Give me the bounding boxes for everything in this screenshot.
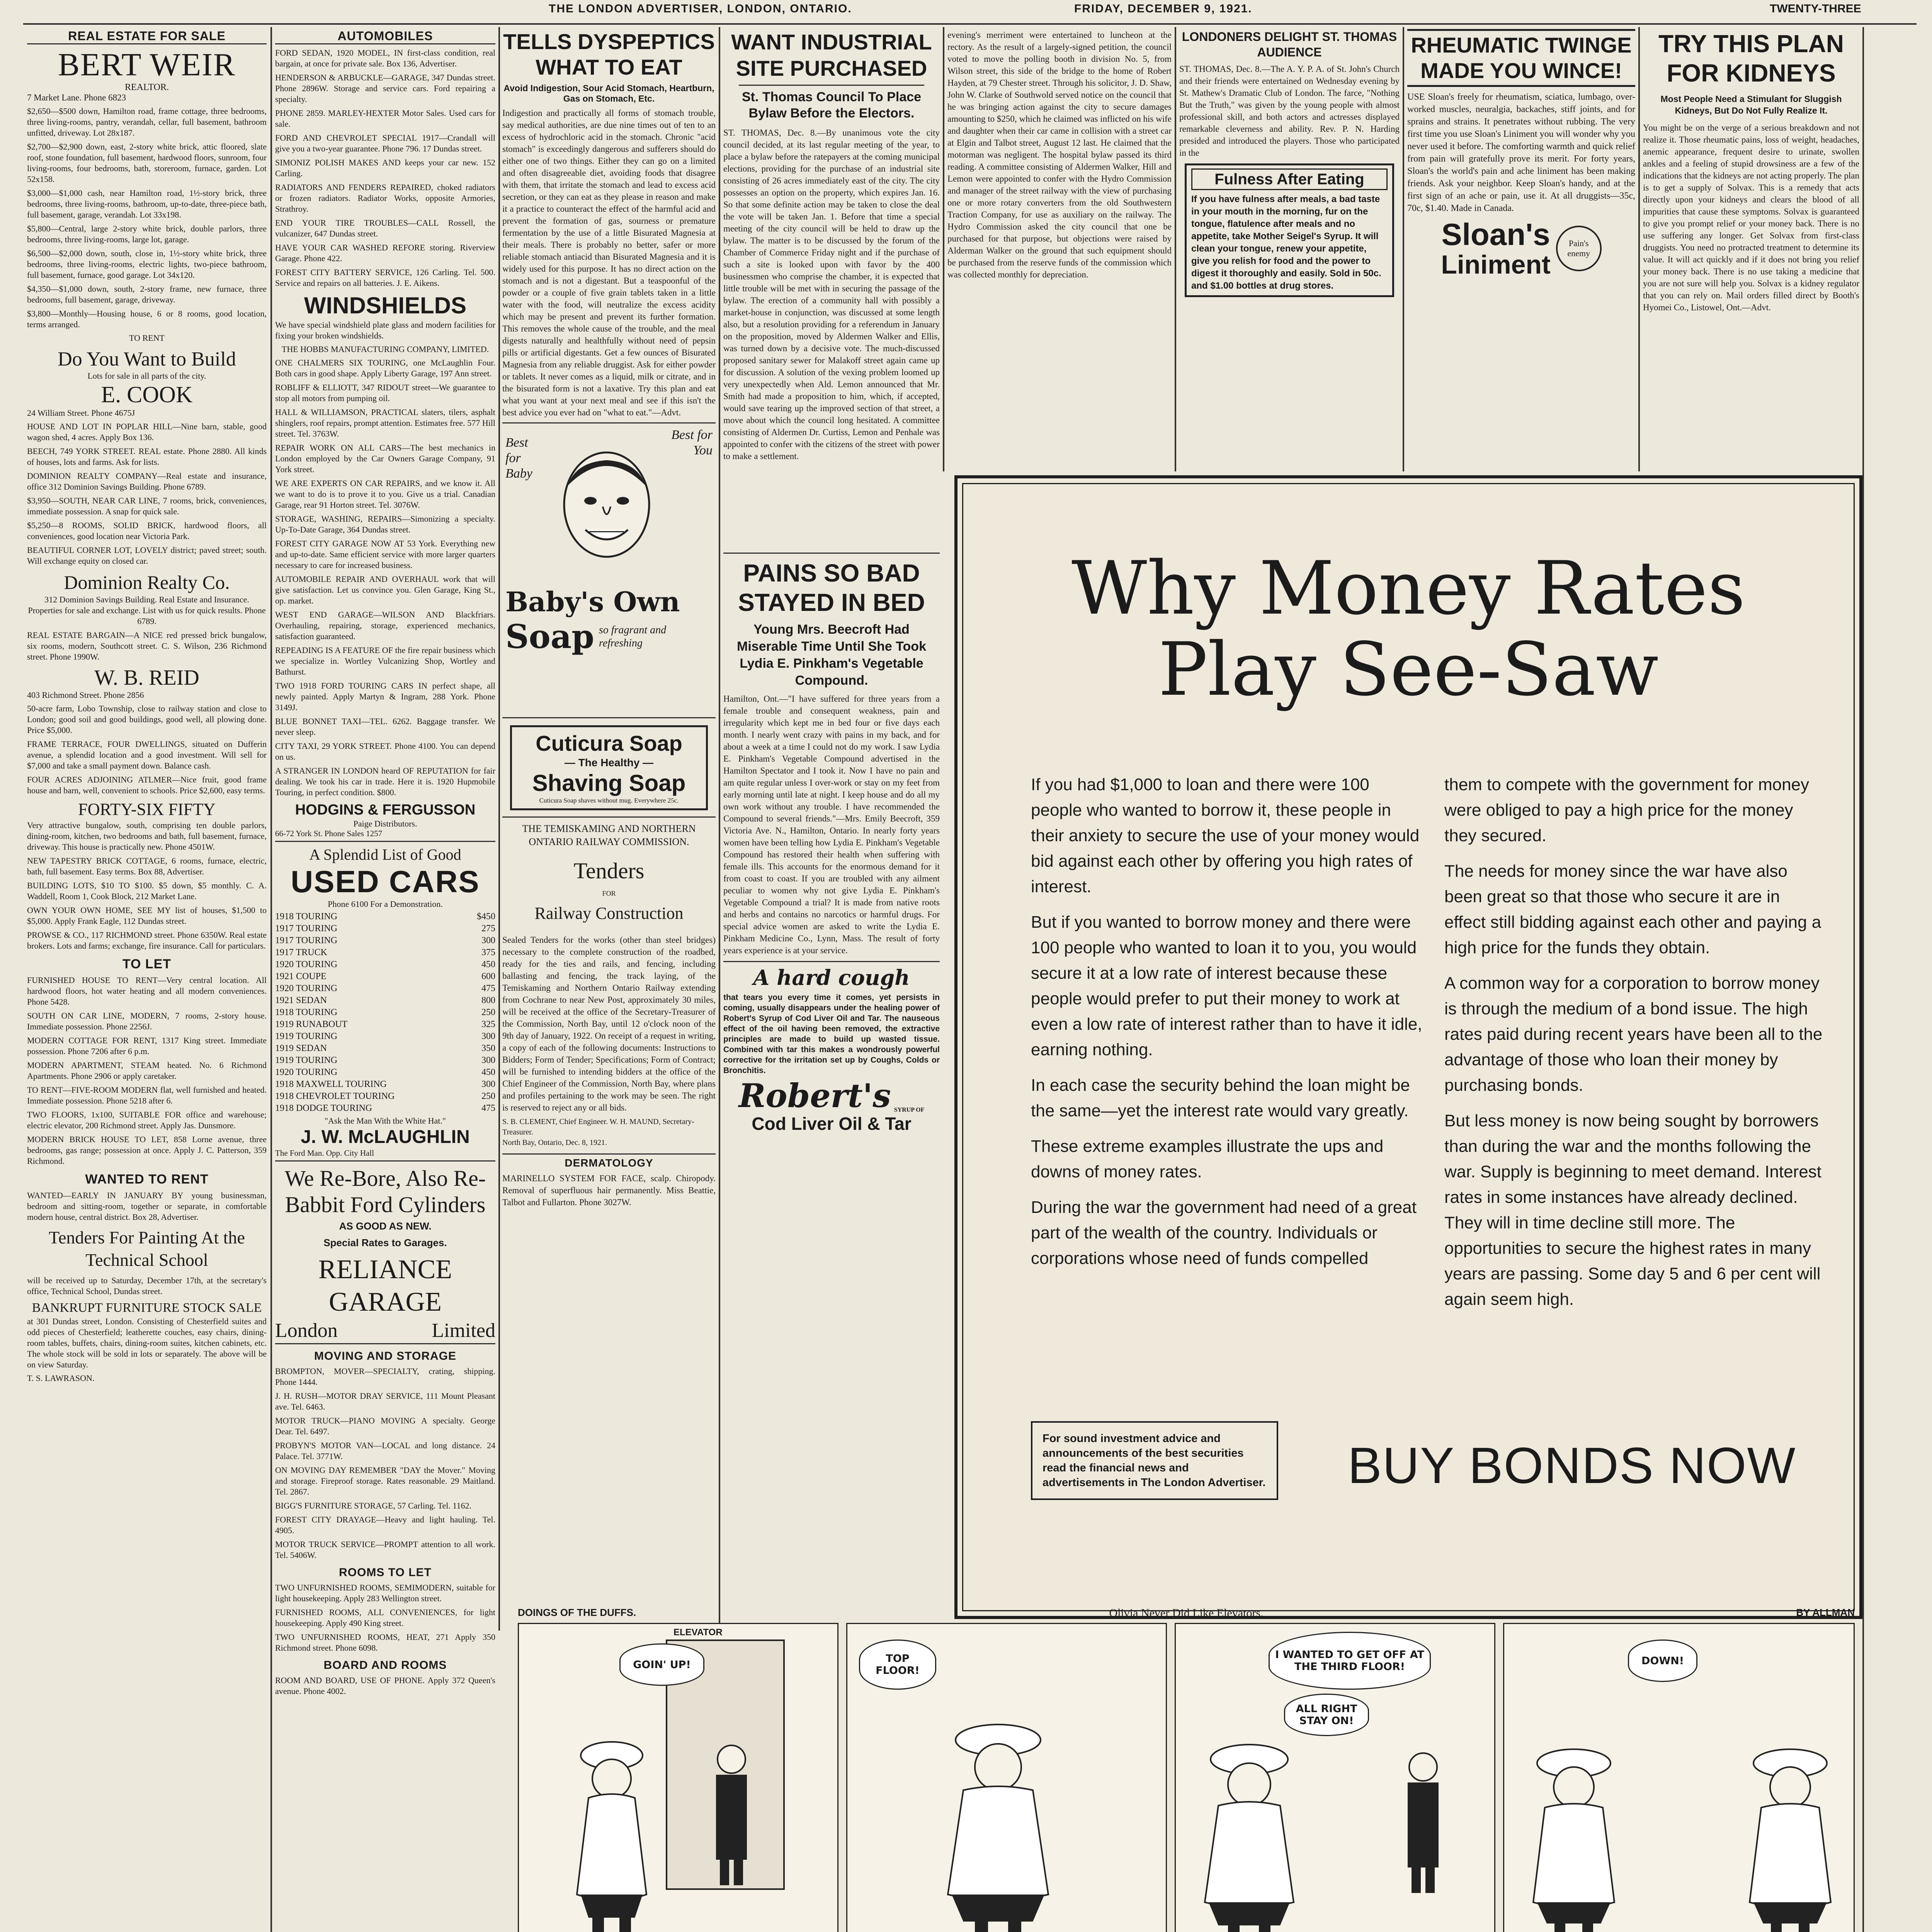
used-car-model: 1921 SEDAN [275,995,327,1005]
auto-listing: FOREST CITY BATTERY SERVICE, 126 Carling. Tel. 500. Service and repairs on all batteries. J. E. Aikens. [275,267,495,288]
auto-listing: REPAIR WORK ON ALL CARS—The best mechanics in London employed by the Car Owners Garage Company, 91 York street. [275,443,495,474]
windshields-company: THE HOBBS MANUFACTURING COMPANY, LIMITED. [281,344,489,354]
windshields-text: We have special windshield plate glass and modern facilities for fixing your broken windshields. [275,320,495,340]
listing: BEECH, 749 YORK STREET. REAL estate. Phone 2880. All kinds of houses, lots and farms. Ask for lists. [27,446,267,467]
used-car-model: 1919 TOURING [275,1055,338,1065]
used-car-model: 1917 TOURING [275,935,338,946]
used-car-price: 275 [481,923,495,934]
reliance-garage: RELIANCE GARAGE [318,1255,452,1317]
listing: $3,800—Monthly—Housing house, 6 or 8 rooms, good location, terms arranged. [27,309,267,329]
to-let-head: TO LET [122,957,172,971]
sloans-liniment: Liniment [1441,250,1551,279]
comic-doings-of-the-duffs [510,1604,1862,1932]
bond-title [957,548,1859,710]
olivia-figure-icon [565,1732,658,1932]
wanted-to-rent-head: WANTED TO RENT [85,1172,209,1187]
cough-head: A hard cough [753,965,910,990]
cuticura-line3: Shaving Soap [532,770,686,796]
auto-listing: RADIATORS AND FENDERS REPAIRED, choked radiators or frozen radiators. Radiator Works, opposite Armories, Strathroy. [275,182,495,214]
cuticura-line2: — The Healthy — [564,757,654,769]
baby-soap-tagline: so fragrant and refreshing [599,624,667,649]
moving-listing: ON MOVING DAY REMEMBER "DAY the Mover." Moving and storage. Fireproof storage. Rates reasonable. 29 Maitland. Tel. 2867. [275,1465,495,1497]
page-edge-rule [1862,27,1864,1932]
moving-listing: PROBYN'S MOTOR VAN—LOCAL and long distance. 24 Palace. Tel. 3771W. [275,1440,495,1461]
comic-title: DOINGS OF THE DUFFS. [518,1607,636,1618]
pains-body: Hamilton, Ont.—"I have suffered for three years from a female trouble and consequent weakness, pain and irregularity which kept me in bed four or five days each month. I nearly went crazy with pains in my back, and for about a week at a time I could not do my work. I saw Lydia E. Pinkham's Vegetable Compound advertised in the Hamilton Spectator and I took it. Now I have no pain and am quite regular unless I over-work or stay on my feet from early morning until late at night. I keep house and do all my own work without any trouble. I have recommended the Compound to several friends."—Mrs. Emily Beecroft, 359 Victoria Ave. N., Hamilton, Ontario. In nearly forty years women have been telling how Lydia E. Pinkham's Vegetable Compound has restored their health when suffering with female ills. This accounts for the enormous demand for it from coast to coast. If you are troubled with any ailment peculiar to women why not give Lydia E. Pinkham's Vegetable Compound a trial? It is made from native roots and herbs and contains no narcotics or harmful drugs. For special advice women are asked to write the Lydia E. Pinkham Medicine Co., Lynn, Mass. The result of forty years experience is at your service. [723,694,940,955]
roberts-brand [723,1078,940,1114]
baby-soap-line2 [505,618,714,655]
bond-paragraph: But if you wanted to borrow money and there were 100 people who wanted to loan it to you, you would secure it at a low rate of interest because these people would prefer to put their money to work at even a low rate of interest rather than to have it idle, earning nothing. [1031,913,1422,1059]
bankrupt-text: at 301 Dundas street, London. Consisting of Chesterfield suites and odd pieces of Chesterfield; leatherette couches, easy chairs, dining-room tables, buffets, chairs, dining-room suites, kitchen cabinets, etc. The whole stock will be sold in lots or separately. The above will be on view Saturday. [27,1316,267,1369]
used-car-price: 450 [481,1067,495,1077]
st-thomas-continuation: evening's merriment were entertained to luncheon at the rectory. As the result of a largely-signed petition, the council voted to move the polling booth in division No. 5, from Wilson street, this side of the bridge to the home of Robert Hayden, at 79 Chester street. Through his solicitor, J. D. Shaw, John W. Clarke of Southwold served notice on the council that he was bringing action against the city to secure damages amounting to $250, which he claimed was inflicted on his wife and daughter when their car came in collision with a street car at Elgin and Talbot street, August 12 last. He claimed that the motorman was negligent. The hospital bylaw passed its third reading. A committee consisting of Aldermen Walker, Hill and Lemon were appointed to confer with the Hydro Commission and manager of the street railway with the view of purchasing one or more rotary converters from the old Southwestern Traction Company, for use as auxiliary on the railway. The Hydro Commission asked the city council that one be purchased for that purpose, but objections were raised by Alderman Walker on the ground that such equipment should be purchased from the reserve funds of the commission which was collected monthly for depreciation. [947,30,1172,279]
masthead: THE LONDON ADVERTISER, LONDON, ONTARIO. [549,2,852,15]
used-car-model: 1921 COUPE [275,971,327,981]
used-car-row [275,935,495,947]
listing: $2,650—$500 down, Hamilton road, frame cottage, three bedrooms, three living-rooms, pantry, verandah, cellar, full basement, bathroom unfitted, driveway. Lot 28x187. [27,106,267,138]
listing: HOUSE AND LOT IN POPLAR HILL—Nine barn, stable, good wagon shed, 4 acres. Apply Box 136. [27,422,267,442]
used-car-model: 1918 TOURING [275,1007,338,1017]
listing: $5,800—Central, large 2-story white brick, double parlors, three bedrooms, three living-rooms, large lot, garage. [27,224,267,244]
listing: FOUR ACRES ADJOINING ATLMER—Nice fruit, good frame house and barn, well, convenient to schools. Price $2,600, easy terms. [27,775,267,795]
bond-paragraph: them to compete with the government for money were obliged to pay a high price for the money they secured. [1444,775,1810,845]
auto-listing: A STRANGER IN LONDON heard OF REPUTATION for fair dealing. We took his car in trade. Here it is. 1920 Hupmobile Touring, in perfect condition. $800. [275,766,495,797]
used-car-row [275,1031,495,1043]
comic-panel-2 [846,1623,1167,1932]
used-car-row [275,1066,495,1078]
to-rent-small: TO RENT [129,333,165,343]
used-car-model: 1918 DODGE TOURING [275,1103,372,1113]
reliance-footer [275,1318,495,1344]
bankrupt-signature: T. S. LAWRASON. [27,1373,95,1383]
listing: MODERN APARTMENT, STEAM heated. No. 6 Richmond Apartments. Phone 2906 or apply caretaker. [27,1060,267,1081]
used-car-price: 475 [481,983,495,993]
roberts-syrup-of: SYRUP OF [894,1107,925,1113]
auto-listing: STORAGE, WASHING, REPAIRS—Simonizing a specialty. Up-To-Date Garage, 364 Dundas street. [275,514,495,534]
auto-listing: ROBLIFF & ELLIOTT, 347 RIDOUT street—We guarantee to stop all motors from pumping oil. [275,383,495,403]
rebore-special: Special Rates to Garages. [323,1237,447,1248]
bond-paragraph: These extreme examples illustrate the ups and downs of money rates. [1031,1137,1384,1181]
column-five [947,29,1172,469]
used-car-model: 1919 SEDAN [275,1043,327,1053]
column-rule [270,27,272,1932]
rheumatic-body: USE Sloan's freely for rheumatism, sciatica, lumbago, over-worked muscles, neuralgia, backaches, stiff joints, and for sprains and strains. It penetrates without rubbing. The very first time you use Sloan's Liniment you will wonder why you never used it before. The comforting warmth and quick relief from pain will gratefully prove its merit. For forty years, Sloan's the world's pain and ache liniment has been making friends. Ask your neighbor. Keep Sloan's handy, and at the first sign of an ache or pain, use it. At all druggists—35c, 70c, $1.40. Made in Canada. [1407,92,1635,213]
you-best-label: Best for You [671,428,713,457]
used-cars-head: USED CARS [291,864,480,899]
bond-advice-box: For sound investment advice and announcements of the best securities read the financial news and advertisements in The London Advertiser. [1031,1421,1278,1500]
auto-listing: BLUE BONNET TAXI—TEL. 6262. Baggage transfer. We never sleep. [275,716,495,737]
used-car-model: 1920 TOURING [275,959,338,969]
listing: DOMINION REALTY COMPANY—Real estate and insurance, office 312 Dominion Savings Building. Phone 6789. [27,471,267,492]
listing: PROWSE & CO., 117 RICHMOND street. Phone 6350W. Real estate brokers. Lots and farms; exchange, fire insurance. Call for particulars. [27,930,267,951]
used-car-model: 1918 CHEVROLET TOURING [275,1091,395,1101]
used-car-model: 1917 TOURING [275,923,338,934]
operator-figure-icon [701,1740,762,1887]
listing: TO RENT—FIVE-ROOM MODERN flat, well furnished and heated. Immediate possession. Phone 5218 after 6. [27,1085,267,1105]
used-car-price: 300 [481,935,495,946]
bankrupt-head: BANKRUPT FURNITURE STOCK SALE [32,1301,262,1315]
header-date: FRIDAY, DECEMBER 9, 1921. [1074,2,1252,15]
bond-left-text [1031,772,1425,1281]
bond-title-line1: Why Money Rates [1071,546,1745,631]
hodgins-sub: Paige Distributors. [353,819,417,828]
listing: $6,500—$2,000 down, south, close in, 1½-story white brick, three bedrooms, three living-rooms, electric lights, two-piece bathroom, full basement, furnace, good garage. Lot 34x120. [27,248,267,280]
tells-dyspeptics-sub: Avoid Indigestion, Sour Acid Stomach, Heartburn, Gas on Stomach, Etc. [503,83,714,104]
auto-listing: FORD SEDAN, 1920 MODEL, IN first-class condition, real bargain, at once for private sale. Box 136, Advertiser. [275,48,495,68]
sloans-name: Sloan's [1441,217,1550,252]
comic-panel-1 [518,1623,838,1932]
rooms-listing: TWO UNFURNISHED ROOMS, SEMIMODERN, suitable for light housekeeping. Apply 283 Wellington street. [275,1583,495,1603]
rooms-listing: FURNISHED ROOMS, ALL CONVENIENCES, for light housekeeping. Apply 490 King street. [275,1607,495,1628]
reliance-limited: Limited [432,1320,495,1342]
reid-address: 403 Richmond Street. Phone 2856 [27,690,144,700]
auto-listing: FORD AND CHEVROLET SPECIAL 1917—Crandall will give you a two-year guarantee. Phone 796. 17 Dundas street. [275,133,495,153]
listing: 50-acre farm, Lobo Township, close to railway station and close to London; good soil and good buildings, good well, all plowing done. Price $5,000. [27,704,267,735]
try-plan-body: You might be on the verge of a serious breakdown and not realize it. Those rheumatic pains, loss of weight, headaches, anemic appearance, frequent desire to urinate, swollen ankles and a feeling of stupid drowsiness are a few of the indications that the kidneys are not acting properly. The plan is to get a supply of Solvax. This is a remedy that acts directly upon your kidneys and clears the blood of all impurities that cause these symptoms. Solvax is guaranteed to give you prompt relief or your money back. There is no use suffering any longer. Get Solvax from first-class druggists. You need no protracted treatment to determine its value. It will act quickly and if it does not bring you relief your money back. There is no use taking a medicine that you are not sure will help you. Solvax is a kidney regulator that you can rely on. Mail orders filled direct by Booth's Hyomei Co., Listowel, Ont.—Advt. [1643,123,1859,312]
used-car-row [275,959,495,971]
bert-weir-listings [27,106,267,330]
used-cars-list [275,911,495,1114]
used-car-price: 450 [481,959,495,969]
elevator-sign: ELEVATOR [673,1627,723,1638]
moving-listing: BIGG'S FURNITURE STORAGE, 57 Carling. Tel. 1162. [275,1501,472,1510]
moving-listing: MOTOR TRUCK SERVICE—PROMPT attention to all work. Tel. 5406W. [275,1539,495,1560]
listing: FRAME TERRACE, FOUR DWELLINGS, situated on Dufferin avenue, a splendid location and a good investment. Will sell for $7,000 and take a small payment down. Balance cash. [27,739,267,770]
listing: BEAUTIFUL CORNER LOT, LOVELY district; paved street; south. Will exchange equity on closed car. [27,545,267,566]
used-car-row [275,923,495,935]
olivia-figure-icon [1736,1740,1844,1932]
used-car-row [275,1007,495,1019]
bond-title-line2: Play See-Saw [1158,627,1659,712]
tenders-body: Sealed Tenders for the works (other than steel bridges) necessary to the complete construction of the roadbed, ready for the ties and rails, and fencing, including ballasting and fencing, the track laying, of the Temiskaming and Northern Ontario Railway extending from Cochrane to near New Post, approximately 30 miles, will be received at the office of the Secretary-Treasurer of the Commission, North Bay, until 12 o'clock noon of the 9th day of January, 1922. On receipt of a request in writing, a copy of each of the following documents: Instructions to Bidders; Form of Tender; Specifications; Form of Contract; will be furnished to intending bidders at the office of the Chief Engineer of the Commission, North Bay, where plans and profiles pertaining to the work may be seen. The right is reserved to reject any or all bids. [502,935,716,1112]
cuticura-line4: Cuticura Soap shaves without mug. Everywhere 25c. [539,797,679,804]
column-seven [1407,29,1635,469]
used-cars-phone: Phone 6100 For a Demonstration. [328,899,443,909]
auto-listing: SIMONIZ POLISH MAKES AND keeps your car new. 152 Carling. [275,158,495,178]
auto-listing: ONE CHALMERS SIX TOURING, one McLaughlin Four. Both cars in good shape. Apply Liberty Garage, 197 Ann street. [275,358,495,378]
dominion-realty-text: 312 Dominion Savings Building. Real Estate and Insurance. Properties for sale and exchange. List with us for quick results. Phone 6789. [28,595,266,626]
dermatology-head: DERMATOLOGY [502,1153,716,1169]
used-car-model: 1920 TOURING [275,1067,338,1077]
auto-listing: REPEADING IS A FEATURE OF the fire repair business which we specialize in. Wortley Vulcanizing Shop, Wortley and Bathurst. [275,645,495,677]
real-estate-head: REAL ESTATE FOR SALE [27,29,267,44]
bond-paragraph: In each case the security behind the loan might be the same—yet the interest rate would vary greatly. [1031,1076,1410,1120]
column-rule [1403,27,1404,471]
dermatology-text: MARINELLO SYSTEM FOR FACE, scalp. Chiropody. Removal of superfluous hair permanently. Miss Beattie, Talbot and Fullarton. Phone 3027W. [502,1173,716,1207]
want-industrial-head: WANT INDUSTRIAL SITE PURCHASED [731,30,932,80]
listing: WANTED—EARLY IN JANUARY BY young businessman, bedroom and sitting-room, together or separate, in comfortable modern house, central district. Box 28, Advertiser. [27,1190,267,1222]
pains-enemy-badge: Pain's enemy [1556,226,1602,271]
moving-head: MOVING AND STORAGE [314,1350,457,1362]
cuticura-line1: Cuticura Soap [536,731,682,755]
tenders-painting-text: will be received up to Saturday, December 17th, at the secretary's office, Technical School, Dundas street. [27,1276,267,1296]
rooms-head: ROOMS TO LET [339,1566,432,1579]
used-car-row [275,1078,495,1090]
rooms-listing: TWO UNFURNISHED ROOMS, HEAT, 271 Apply 350 Richmond street. Phone 6098. [275,1632,495,1653]
bert-weir-name: BERT WEIR [58,47,236,83]
used-car-row [275,971,495,983]
listing: $5,250—8 ROOMS, SOLID BRICK, hardwood floors, all conveniences, good location near Victoria Park. [27,520,267,541]
fulness-head: Fulness After Eating [1191,168,1388,190]
listing: MODERN COTTAGE FOR RENT, 1317 King street. Immediate possession. Phone 7206 after 6 p.m. [27,1036,267,1056]
cough-text: that tears you every time it comes, yet persists in coming, usually disappears under the healing power of Robert's Syrup of Cod Liver Oil and Tar. The nauseous effect of the oil having been removed, the extractive principles are made to build up wasted tissue. Combined with tar this makes a wondrously powerful corrective for the irritation set up by Coughs, Colds or Bronchitis. [723,993,940,1075]
used-car-row [275,1043,495,1054]
tells-dyspeptics-head: TELLS DYSPEPTICS WHAT TO EAT [503,29,715,79]
bond-paragraph: A common way for a corporation to borrow money is through the medium of a bond issue. The high rates paid during recent years have been all to the advantage of those who loan their money by purchasing bonds. [1444,974,1823,1095]
moving-listing: BROMPTON, MOVER—SPECIALTY, crating, shipping. Phone 1444. [275,1366,495,1387]
comic-panel-4 [1503,1623,1855,1932]
used-car-model: 1920 TOURING [275,983,338,993]
column-rule [498,27,500,1631]
column-rule [943,27,944,471]
auto-listing: HALL & WILLIAMSON, PRACTICAL slaters, tilers, asphalt shinglers, roof repairs, prompt attention. Estimates free. 577 Hill street. Tel. 3763W. [275,407,495,439]
baby-soap-word: Soap [505,617,594,656]
cuticura-ad [510,725,708,810]
bond-paragraph: The needs for money since the war have also been great so that those who secure it are in effect still bidding against each other and paying a high price for the funds they obtain. [1444,862,1821,957]
roberts-product: Cod Liver Oil & Tar [752,1114,912,1134]
reliance-city: London [275,1320,338,1342]
used-car-row [275,995,495,1007]
listing: $2,700—$2,900 down, east, 2-story white brick, attic floored, slate roof, stone foundation, full basement, hardwood floors, sunroom, four living-rooms, four bedrooms, bath, storeroom, furnace, garden. Lot 52x158. [27,142,267,184]
used-car-price: 300 [481,1079,495,1089]
dominion-realty-head: Dominion Realty Co. [64,571,230,593]
baby-soap-line1: Baby's Own [505,586,680,618]
used-car-price: 325 [481,1019,495,1029]
auto-listing: WE ARE EXPERTS ON CAR REPAIRS, and we know it. All we want to do is to prove it to you. Give us a trial. Canadian Garage, rear 91 Horton street. Tel. 3076W. [275,478,495,510]
used-car-model: 1919 RUNABOUT [275,1019,348,1029]
column-automobiles [275,29,495,1932]
want-industrial-sub: St. Thomas Council To Place Bylaw Before the Electors. [742,90,922,121]
used-car-price: 350 [481,1043,495,1053]
tenders-painting-head: Tenders For Painting At the Technical School [49,1228,245,1270]
used-car-price: 800 [481,995,495,1005]
bond-right-text [1444,772,1823,1322]
tenders-signature: S. B. CLEMENT, Chief Engineer. W. H. MAUND, Secretary-Treasurer. [502,1117,694,1136]
column-four [723,29,940,1629]
listing: $3,000—$1,000 cash, near Hamilton road, 1½-story brick, three bedrooms, three living-rooms, bathroom, up-to-date, three-piece bath, full basement, garage, verandah. Lot 33x198. [27,188,267,219]
baby-soap-name [505,586,714,655]
bond-paragraph: If you had $1,000 to loan and there were 100 people who wanted to borrow it, these people in their anxiety to secure the use of your money would bid against each other by offering you high rates of interest. [1031,775,1420,896]
listing: MODERN BRICK HOUSE TO LET, 858 Lorne avenue, three bedrooms, gas range; possession at once. Apply J. C. Patterson, 359 Richmond. [27,1134,267,1166]
auto-listing: AUTOMOBILE REPAIR AND OVERHAUL work that will give satisfaction. Let us convince you. Glen Garage, King St., op. market. [275,574,495,605]
olivia-figure-icon [1191,1736,1307,1932]
listing: $4,350—$1,000 down, south, 2-story frame, new furnace, three bedrooms, full basement, garage, driveway. [27,284,267,304]
moving-listing: FOREST CITY DRAYAGE—Heavy and light hauling. Tel. 4905. [275,1515,495,1535]
used-car-price: 300 [481,1031,495,1041]
used-car-model: 1918 TOURING [275,912,338,922]
moving-listing: J. H. RUSH—MOTOR DRAY SERVICE, 111 Mount Pleasant ave. Tel. 6463. [275,1391,495,1412]
used-car-model: 1917 TRUCK [275,947,327,957]
cook-address: 24 William Street. Phone 4675J [27,408,135,418]
pains-sub: Young Mrs. Beecroft Had Miserable Time Until She Took Lydia E. Pinkham's Vegetable Compound. [737,622,926,688]
want-industrial-body: ST. THOMAS, Dec. 8.—By unanimous vote the city council decided, at its last regular meeting of the year, to place a bylaw before the ratepayers at the coming municipal elections, providing for the purchase of an industrial site consisting of 26 acres immediately east of the city. The city possesses an option on the property, which expires Jan. 16. So that some definite action may be taken to close the deal the vote will be taken Jan. 1. Before that time a special meeting of the city council will be held to draw up the bylaw. The matter is to be discussed by the forum of the Chamber of Commerce Friday night and if the purchase of such a site is looked upon with favor by the 400 businessmen who comprise the chamber, it is expected that little trouble will be met with in securing the passage of the bylaw. The erection of a community hall with possibly a market-house in conjunction, was discussed at some length also, but a resolution providing for a referendum in January on the proposition, moved by Aldermen Walker and Ellis, was turned down by a decisive vote. The much-discussed proposed sanitary sewer for Malakoff street again came up for discussion. A solution of the vexing problem loomed up very unexpectedly when Ald. Lemon announced that Mr. Smith had made a proposition to him, which, if accepted, would save tearing up the improved section of that street, a move about which the council long hesitated. A committee consisting of Aldermen Dr. Curtiss, Lemon and Penhale was appointed to confer with the citizens of the street with power to make a settlement. [723,128,940,461]
comic-caption: Olivia Never Did Like Elevators. [1109,1607,1264,1619]
listing: SOUTH ON CAR LINE, MODERN, 7 rooms, 2-story house. Immediate possession. Phone 2256J. [27,1011,267,1031]
baby-face-illustration [549,439,665,578]
mclaughlin-name: J. W. McLAUGHLIN [301,1127,470,1147]
bond-paragraph: But less money is now being sought by borrowers than during the war and the months following the war. Supply is beginning to meet demand. Interest rates in some instances have already declined. They will in time decline still more. The opportunities to secure the highest rates in many years are passing. Some day 5 and 6 per cent will again seem high. [1444,1111,1821,1309]
fulness-body: If you have fulness after meals, a bad taste in your mouth in the morning, fur on the tongue, flatulence after meals and no appetite, take Mother Seigel's Syrup. It will clean your tongue, renew your appetite, give you relish for food and the power to digest it thoroughly and easily. Sold in 50c. and $1.00 bottles at drug stores. [1191,194,1381,291]
auto-listing: FOREST CITY GARAGE NOW AT 53 York. Everything new and up-to-date. Same efficient service with more larger quarters necessary to care for increased business. [275,539,495,570]
board-listing: ROOM AND BOARD, USE OF PHONE. Apply 372 Queen's avenue. Phone 4002. [275,1675,495,1696]
tenders-date: North Bay, Ontario, Dec. 8, 1921. [502,1138,607,1147]
moving-listing: MOTOR TRUCK—PIANO MOVING A specialty. George Dear. Tel. 6497. [275,1416,495,1436]
column-real-estate [27,29,267,1932]
used-car-row [275,1102,495,1114]
listing: BUILDING LOTS, $10 TO $100. $5 down, $5 monthly. C. A. Waddell, Room 1, Cook Block, 212 Market Lane. [27,881,267,901]
reid-name: W. B. REID [94,666,199,690]
hodgins-head: HODGINS & FERGUSSON [295,802,476,818]
rebore-sub: AS GOOD AS NEW. [339,1220,432,1232]
board-head: BOARD AND ROOMS [323,1659,447,1672]
used-car-price: $450 [477,912,495,922]
comic-panel-3 [1175,1623,1495,1932]
londoners-body: ST. THOMAS, Dec. 8.—The A. Y. P. A. of St. John's Church and their friends were entertained on Wednesday evening by St. Mathew's Dramatic Club of London. The farce, "Nothing But the Truth," was given by the young people with almost professional skill, and both actors and actresses displayed remarkable cleverness and ability. Rev. P. N. Harding presided and introduced the players. Those who participated in the [1179,64,1400,158]
column-rule [1175,27,1176,471]
auto-listing: WEST END GARAGE—WILSON AND Blackfriars. Overhauling, repairing, storage, experienced mechanics, satisfaction guaranteed. [275,610,495,641]
used-car-price: 300 [481,1055,495,1065]
windshields-head: WINDSHIELDS [304,293,466,318]
speech-bubble-top-floor: TOP FLOOR! [859,1639,936,1690]
listing: Very attractive bungalow, south, comprising ten double parlors, dining-room, kitchen, two bedrooms and bath, full basement, furnace, driveway. This house is practically new. Phone 4501W. [27,820,267,852]
listing: OWN YOUR OWN HOME, SEE MY list of houses, $1,500 to $5,000. Apply Frank Eagle, 112 Dundas street. [27,905,267,926]
olivia-figure-icon [1520,1740,1628,1932]
pains-head: PAINS SO BAD STAYED IN BED [723,553,940,617]
column-rule [719,27,720,1631]
try-plan-sub: Most People Need a Stimulant for Sluggish Kidneys, But Do Not Fully Realize It. [1660,94,1842,116]
auto-listing: CITY TAXI, 29 YORK STREET. Phone 4100. You can depend on us. [275,741,495,762]
used-car-price: 250 [481,1091,495,1101]
comic-byline: BY ALLMAN [1796,1607,1855,1618]
listing: NEW TAPESTRY BRICK COTTAGE, 6 rooms, furnace, electric, bath, full basement. Easy terms. Box 88, Advertiser. [27,856,267,876]
used-car-price: 475 [481,1103,495,1113]
speech-bubble-goin-up: GOIN' UP! [619,1643,704,1686]
tells-dyspeptics-body: Indigestion and practically all forms of stomach trouble, say medical authorities, are due nine times out of ten to an excess of hydrochloric acid in the stomach. Chronic "acid stomach" is exceedingly dangerous and sufferers should do either one of two things. Either they can go on a limited and often disagreeable diet, avoiding foods that disagree with them, that irritate the stomach and lead to excess acid secretion, or they can eat as they please in reason and make it a practice to counteract the effect of the harmful acid and prevent the formation of gas, sourness or premature fermentation by the use of a little Bisurated Magnesia at their meals. There is probably no better, safer or more reliable stomach antiacid than Bisurated Magnesia and it is widely used for this purpose. It has no direct action on the stomach and is not a digestant. But a teaspoonful of the powder or a couple of five grain tablets taken in a little water with the food, will neutralize the excess acidity which may be present and prevent its further formation. This removes the whole cause of the trouble, and the meal digests naturally and healthfully without need of pepsin pills or artificial digestants. Get a few ounces of Bisurated Magnesia from any reliable druggist. Ask for either powder or tablets. It never comes as a liquid, milk or citrate, and in the bisurated form is not a laxative. Try this plan and eat what you want at your next meal and see if this isn't the best advice you ever had on "what to eat."—Advt. [502,108,716,417]
used-car-row [275,1019,495,1031]
roberts-ad [723,961,940,1134]
bert-weir-realtor: REALTOR. [124,82,169,92]
londoners-head: LONDONERS DELIGHT ST. THOMAS AUDIENCE [1182,30,1397,59]
automobiles-head: AUTOMOBILES [275,29,495,44]
bert-weir-address: 7 Market Lane. Phone 6823 [27,93,126,102]
listing: TWO FLOORS, 1x100, SUITABLE FOR office and warehouse; electric elevator, 200 Richmond street. Apply Jas. Dunsmore. [27,1110,267,1130]
used-car-row [275,1090,495,1102]
splendid-head: A Splendid List of Good [309,846,461,863]
auto-listing: HENDERSON & ARBUCKLE—GARAGE, 347 Dundas street. Phone 2896W. Storage and service cars. Ford repairing a specialty. [275,73,495,104]
used-car-row [275,1054,495,1066]
listing: $3,950—SOUTH, NEAR CAR LINE, 7 rooms, brick, conveniences, immediate possession. A snap for quick sale. [27,496,267,516]
used-car-price: 250 [481,1007,495,1017]
speech-bubble-third-floor: I WANTED TO GET OFF AT THE THIRD FLOOR! [1269,1632,1431,1690]
bond-paragraph: During the war the government had need of a great part of the wealth of the country. Individuals or corporations whose need of funds compelled [1031,1198,1417,1268]
build-sub: Lots for sale in all parts of the city. [87,371,206,381]
fulness-ad [1185,163,1394,297]
header-rule [23,23,1917,25]
auto-listing: END YOUR TIRE TROUBLES—CALL Rossell, the vulcanizer, 647 Dundas street. [275,218,495,238]
bond-advertisement [954,475,1862,1619]
used-car-price: 600 [481,971,495,981]
olivia-figure-icon [932,1713,1064,1932]
page-header [8,0,1932,23]
listing: FURNISHED HOUSE TO RENT—Very central location. All hardwood floors, hot water heating and all modern conveniences. Phone 5428. [27,975,267,1007]
roberts-name: Robert's [738,1077,891,1115]
tenders-head: Tenders [573,858,645,883]
page-number: TWENTY-THREE [1770,2,1861,15]
rebore-head: We Re-Bore, Also Re-Babbit Ford Cylinders [284,1166,486,1217]
used-car-model: 1919 TOURING [275,1031,338,1041]
used-car-row [275,983,495,995]
column-six [1179,29,1400,469]
speech-bubble-stay-on: ALL RIGHT STAY ON! [1284,1694,1369,1736]
used-car-price: 375 [481,947,495,957]
listing: REAL ESTATE BARGAIN—A NICE red pressed brick bungalow, six rooms, modern, Southcott street. C. S. Wilson, 236 Richmond street. Phone 1990W. [27,630,267,662]
column-three [502,29,716,1629]
auto-listing: HAVE YOUR CAR WASHED REFORE storing. Riverview Garage. Phone 422. [275,243,495,263]
speech-bubble-down: DOWN! [1628,1639,1697,1682]
mclaughlin-address: The Ford Man. Opp. City Hall [275,1148,495,1162]
used-car-row [275,911,495,923]
try-plan-head: TRY THIS PLAN FOR KIDNEYS [1658,30,1844,87]
tenders-railway: Railway Construction [534,904,684,923]
buy-bonds-now: BUY BONDS NOW [1347,1437,1796,1494]
temiskaming-head: THE TEMISKAMING AND NORTHERN ONTARIO RAILWAY COMMISSION. [522,823,696,847]
hodgins-address: 66-72 York St. Phone Sales 1257 [275,829,495,842]
used-car-row [275,947,495,959]
used-cars-footer: "Ask the Man With the White Hat." [325,1116,446,1126]
tenders-for: FOR [602,889,616,897]
rheumatic-head: RHEUMATIC TWINGE MADE YOU WINCE! [1407,29,1635,87]
column-eight [1643,29,1859,469]
build-head: Do You Want to Build [58,348,236,370]
used-car-model: 1918 MAXWELL TOURING [275,1079,387,1089]
forty-six-fifty: FORTY-SIX FIFTY [78,800,216,819]
auto-listing: PHONE 2859. MARLEY-HEXTER Motor Sales. Used cars for sale. [275,108,495,129]
sloans-logo [1407,218,1635,279]
baby-best-label: Best for Baby [505,435,532,481]
babys-own-soap-ad [502,422,716,718]
column-rule [1638,27,1640,471]
auto-listing: TWO 1918 FORD TOURING CARS IN perfect shape, all newly painted. Apply Martyn & Ingram, 288 York. Phone 3149J. [275,681,495,712]
operator-figure-icon [1392,1748,1454,1895]
cook-name: E. COOK [101,382,193,407]
